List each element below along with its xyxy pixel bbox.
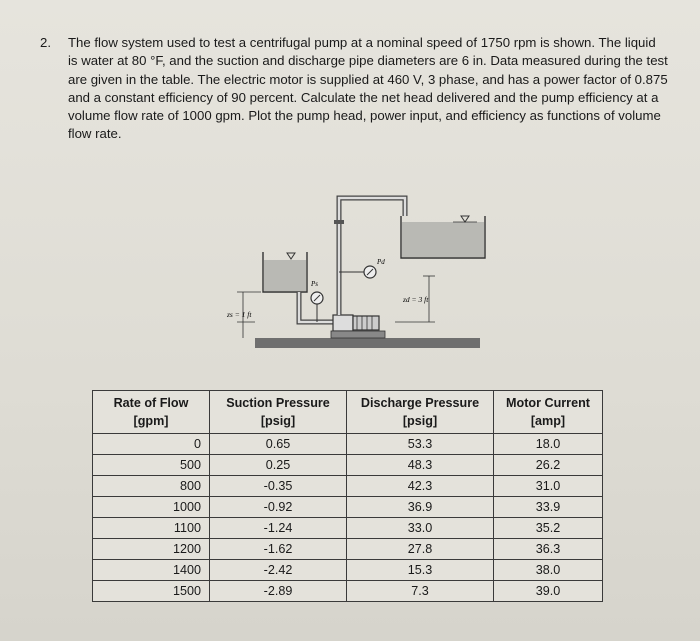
problem-number: 2. xyxy=(40,35,51,50)
label-zs: zs = 1 ft xyxy=(227,310,252,319)
header-flow: Rate of Flow [gpm] xyxy=(93,391,210,434)
label-zd: zd = 3 ft xyxy=(403,295,429,304)
label-pd: Pd xyxy=(377,258,385,266)
table-row: 500 0.25 48.3 26.2 xyxy=(93,455,603,476)
header-current: Motor Current [amp] xyxy=(494,391,603,434)
header-discharge: Discharge Pressure [psig] xyxy=(347,391,494,434)
base-slab xyxy=(255,338,480,348)
table-row: 0 0.65 53.3 18.0 xyxy=(93,434,603,455)
problem-text: The flow system used to test a centrifugal pump at a nominal speed of 1750 rpm is shown. The liquid is water at 80 °F, and the suction and discharge pipe diameters are 6 in. Data measured during the test are given in the table. The electric motor is supplied at 460 V, 3 phase, and has a power factor of 0.875 and a constant efficiency of 90 percent. Calculate the net head delivered and the pump efficiency at a volume flow rate of 1000 gpm. Plot the pump head, power input, and efficiency as functions of volume flow rate. xyxy=(68,35,668,142)
table-row: 1200 -1.62 27.8 36.3 xyxy=(93,539,603,560)
table-row: 1000 -0.92 36.9 33.9 xyxy=(93,497,603,518)
table-row: 800 -0.35 42.3 31.0 xyxy=(93,476,603,497)
discharge-tank-water xyxy=(402,222,484,257)
label-ps: Ps xyxy=(311,280,318,288)
pump-body xyxy=(333,315,353,331)
suction-tank-water xyxy=(264,260,306,291)
table-row: 1400 -2.42 15.3 38.0 xyxy=(93,560,603,581)
table-row: 1500 -2.89 7.3 39.0 xyxy=(93,581,603,602)
header-suction: Suction Pressure [psig] xyxy=(210,391,347,434)
table-row: 1100 -1.24 33.0 35.2 xyxy=(93,518,603,539)
pump-test-diagram xyxy=(215,180,505,360)
table-header-row xyxy=(93,391,603,434)
discharge-pipe xyxy=(339,198,405,315)
pump-test-data-table xyxy=(92,390,603,602)
